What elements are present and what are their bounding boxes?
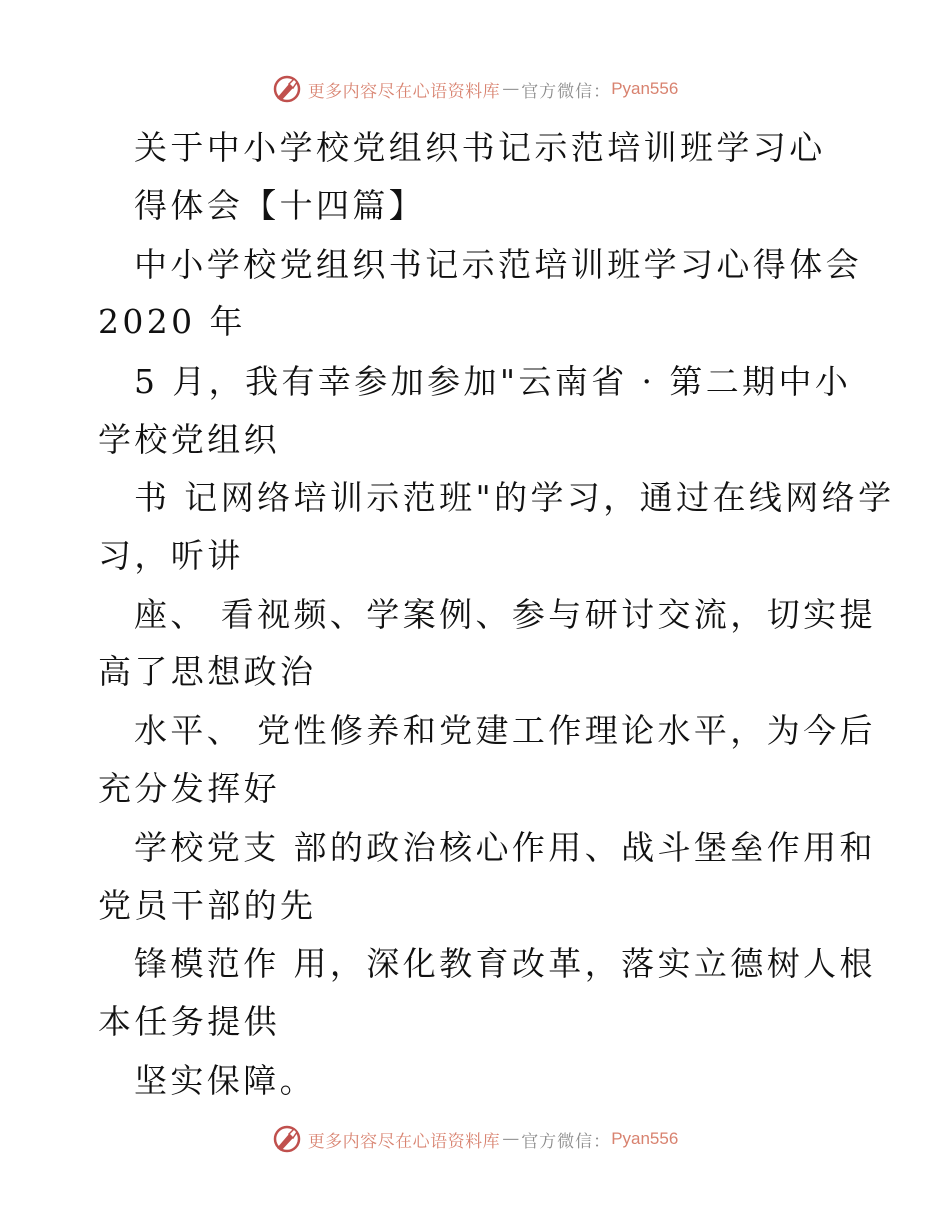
body-line: 习，听讲: [98, 536, 244, 575]
body-line: 高了思想政治: [98, 652, 317, 691]
banner-wechat-id: Pyan556: [611, 1129, 679, 1148]
banner-dash: —: [502, 79, 520, 99]
body-line: 学校党组织: [98, 420, 280, 459]
body-line: 党员干部的先: [98, 886, 317, 925]
header-banner: [0, 72, 950, 106]
body-line: 学校党支 部的政治核心作用、战斗堡垒作用和: [134, 828, 876, 867]
banner-dash: —: [502, 1129, 520, 1149]
footer-banner: [0, 1122, 950, 1156]
banner-site-text: 更多内容尽在心语资料库: [307, 81, 501, 102]
pen-nib-logo-icon: [272, 1124, 302, 1154]
body-line: 水平、 党性修养和党建工作理论水平，为今后: [134, 711, 876, 750]
body-line: 锋模范作 用，深化教育改革，落实立德树人根: [134, 944, 876, 983]
body-line: 5 月，我有幸参加参加"云南省 · 第二期中小: [134, 362, 852, 401]
banner-wechat-label: 官方微信：: [521, 1131, 612, 1152]
banner-wechat-label: 官方微信：: [521, 81, 612, 102]
title-line-1: 关于中小学校党组织书记示范培训班学习心: [134, 128, 826, 167]
body-line: 2020 年: [98, 302, 246, 341]
body-line: 中小学校党组织书记示范培训班学习心得体会: [134, 245, 862, 284]
body-line: 座、 看视频、学案例、参与研讨交流，切实提: [134, 595, 876, 634]
title-line-2: 得体会【十四篇】: [134, 186, 426, 225]
body-line: 本任务提供: [98, 1002, 280, 1041]
pen-nib-logo-icon: [272, 74, 302, 104]
body-line: 坚实保障。: [134, 1061, 316, 1100]
banner-site-text: 更多内容尽在心语资料库: [307, 1131, 501, 1152]
body-line: 充分发挥好: [98, 769, 280, 808]
banner-wechat-id: Pyan556: [611, 79, 679, 98]
body-line: 书 记网络培训示范班"的学习，通过在线网络学: [134, 478, 895, 517]
